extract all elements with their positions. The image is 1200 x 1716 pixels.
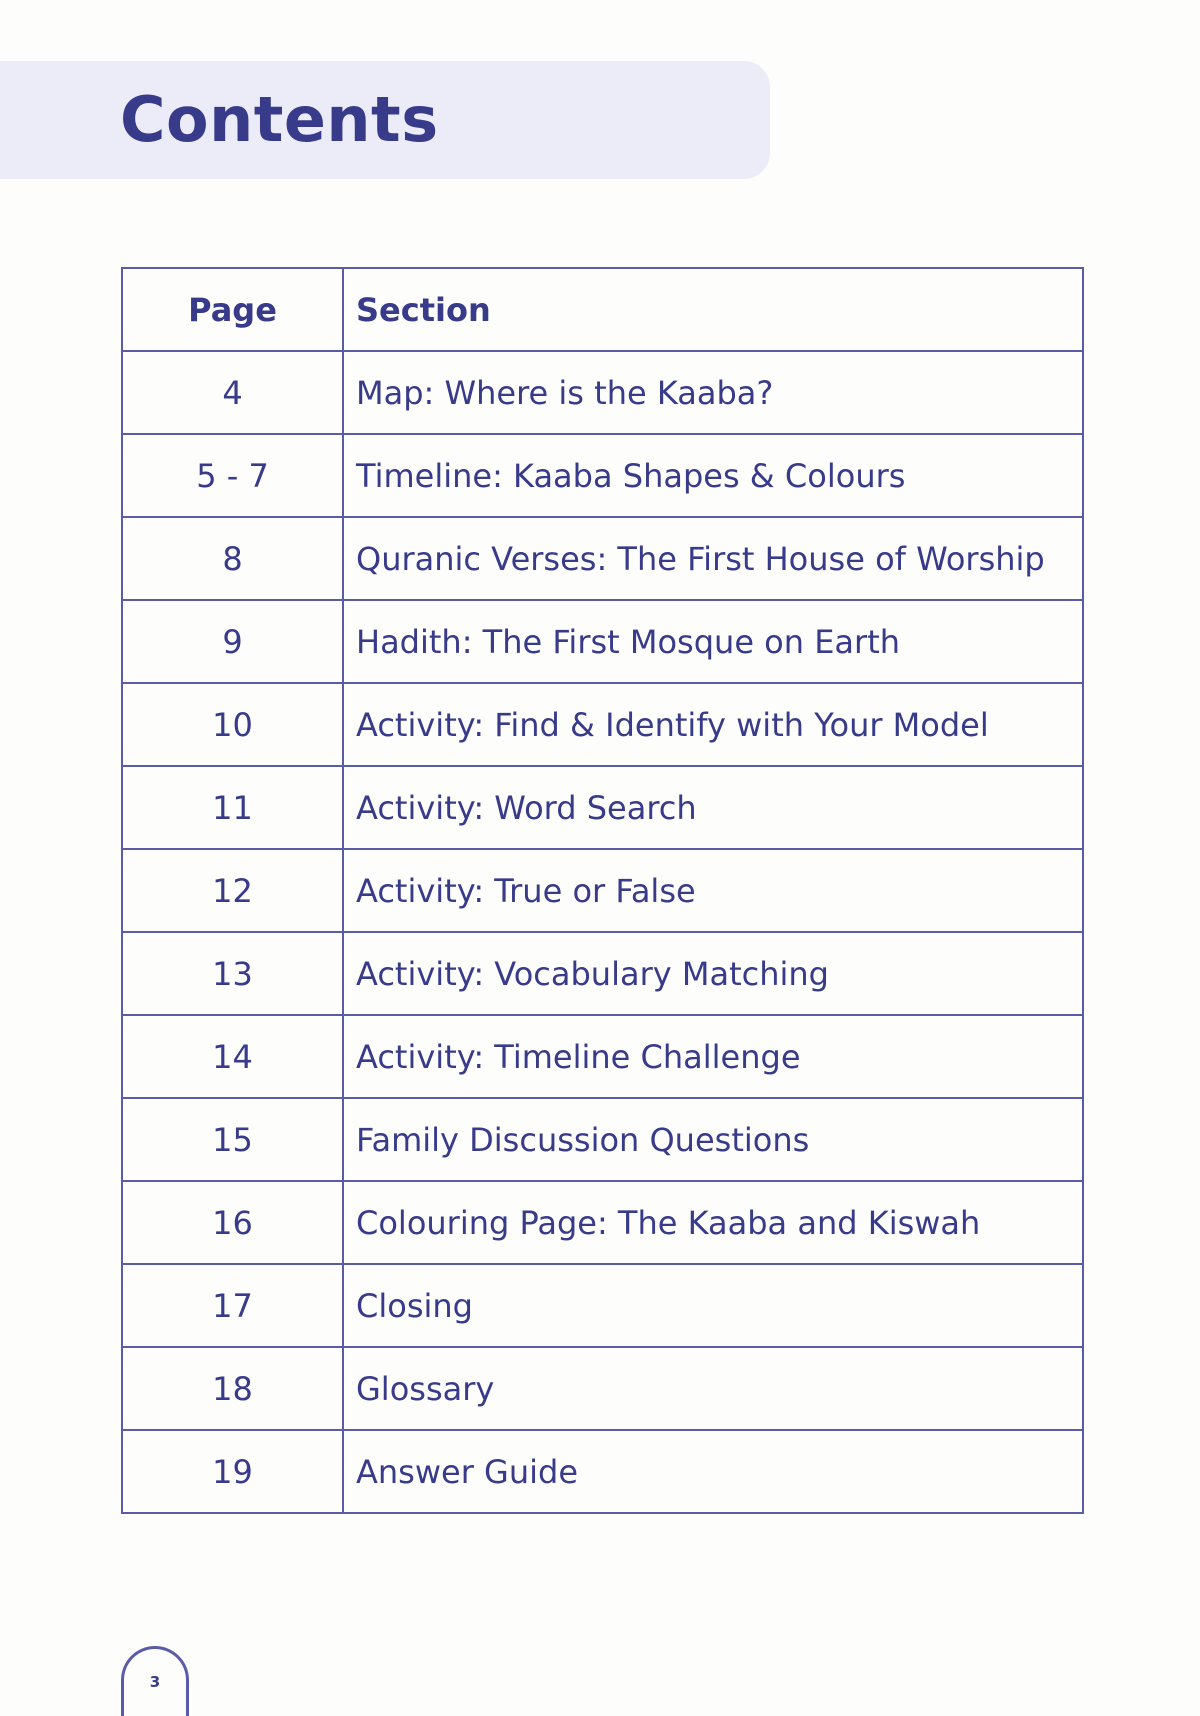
table-row — [122, 1264, 1083, 1347]
section-title-cell: Family Discussion Questions — [343, 1098, 1083, 1181]
page-number: 3 — [149, 1673, 161, 1691]
table-row — [122, 1430, 1083, 1513]
page-number-cell: 19 — [122, 1430, 343, 1513]
section-title-cell: Activity: Find & Identify with Your Model — [343, 683, 1083, 766]
page-number-cell: 8 — [122, 517, 343, 600]
section-title-cell: Activity: Word Search — [343, 766, 1083, 849]
table-row — [122, 1098, 1083, 1181]
column-header-section: Section — [343, 268, 1083, 351]
section-title-cell: Activity: True or False — [343, 849, 1083, 932]
table-header-row — [122, 268, 1083, 351]
section-title-cell: Answer Guide — [343, 1430, 1083, 1513]
page-number-cell: 9 — [122, 600, 343, 683]
table-row — [122, 434, 1083, 517]
column-header-page: Page — [122, 268, 343, 351]
page-number-cell: 13 — [122, 932, 343, 1015]
page-number-cell: 4 — [122, 351, 343, 434]
contents-table — [121, 267, 1084, 1514]
section-title-cell: Activity: Vocabulary Matching — [343, 932, 1083, 1015]
page-number-cell: 17 — [122, 1264, 343, 1347]
table-row — [122, 1015, 1083, 1098]
page-number-cell: 5 - 7 — [122, 434, 343, 517]
table-row — [122, 1347, 1083, 1430]
section-title-cell: Quranic Verses: The First House of Worship — [343, 517, 1083, 600]
section-title-cell: Timeline: Kaaba Shapes & Colours — [343, 434, 1083, 517]
page-number-cell: 12 — [122, 849, 343, 932]
page-number-cell: 15 — [122, 1098, 343, 1181]
section-title-cell: Activity: Timeline Challenge — [343, 1015, 1083, 1098]
page-number-cell: 16 — [122, 1181, 343, 1264]
page-number-cell: 10 — [122, 683, 343, 766]
table-row — [122, 351, 1083, 434]
page-number-cell: 14 — [122, 1015, 343, 1098]
table-row — [122, 766, 1083, 849]
section-title-cell: Map: Where is the Kaaba? — [343, 351, 1083, 434]
table-row — [122, 932, 1083, 1015]
section-title-cell: Hadith: The First Mosque on Earth — [343, 600, 1083, 683]
page-number-cell: 11 — [122, 766, 343, 849]
section-title-cell: Glossary — [343, 1347, 1083, 1430]
section-title-cell: Colouring Page: The Kaaba and Kiswah — [343, 1181, 1083, 1264]
table-row — [122, 1181, 1083, 1264]
table-row — [122, 683, 1083, 766]
table-row — [122, 517, 1083, 600]
page-number-tab — [121, 1646, 189, 1716]
table-row — [122, 600, 1083, 683]
section-title-cell: Closing — [343, 1264, 1083, 1347]
table-row — [122, 849, 1083, 932]
page-title: Contents — [120, 83, 439, 156]
page-number-cell: 18 — [122, 1347, 343, 1430]
